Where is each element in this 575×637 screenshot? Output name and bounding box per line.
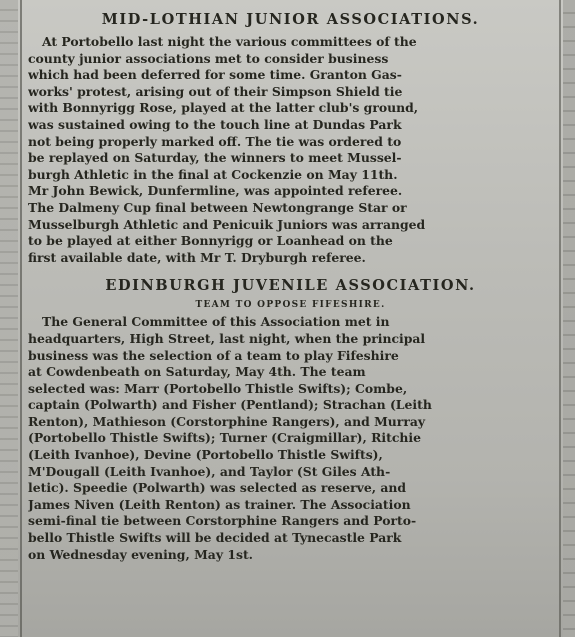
text-line: first available date, with Mr T. Dryburgh referee. (28, 249, 366, 265)
text-line: The General Committee of this Association met in (42, 314, 390, 330)
text-line: to be played at either Bonnyrigg or Loanhead on the (28, 233, 393, 249)
article-body-midlothian (28, 34, 553, 266)
text-line: was sustained owing to the touch line at Dundas Park (28, 116, 402, 132)
text-line: letic). Speedie (Polwarth) was selected as reserve, and (28, 480, 407, 496)
text-line: bello Thistle Swifts will be decided at Tynecastle Park (28, 530, 402, 546)
text-line: (Leith Ivanhoe), Devine (Portobello Thistle Swifts), (28, 447, 383, 463)
text-line: with Bonnyrigg Rose, played at the latter club's ground, (28, 100, 419, 116)
text-line: The Dalmeny Cup final between Newtongrange Star or (28, 199, 407, 215)
text-line: Renton), Mathieson (Corstorphine Rangers), and Murray (28, 413, 426, 429)
text-line: works' protest, arising out of their Simpson Shield tie (28, 83, 403, 99)
article-body-edinburgh (28, 314, 553, 563)
text-line: semi-final tie between Corstorphine Rangers and Porto- (28, 513, 417, 529)
article-column (28, 6, 553, 563)
text-line: (Portobello Thistle Swifts); Turner (Craigmillar), Ritchie (28, 430, 421, 446)
article-heading-edinburgh: EDINBURGH JUVENILE ASSOCIATION. (105, 277, 476, 295)
text-line: captain (Polwarth) and Fisher (Pentland); Strachan (Leith (28, 397, 432, 413)
text-line: on Wednesday evening, May 1st. (28, 546, 253, 562)
article-subheading-edinburgh: TEAM TO OPPOSE FIFESHIRE. (195, 300, 386, 311)
text-line: Musselburgh Athletic and Penicuik Juniors was arranged (28, 216, 426, 232)
column-rule-left (20, 0, 22, 637)
adjacent-column-left-edge (0, 0, 18, 637)
text-line: M'Dougall (Leith Ivanhoe), and Taylor (St Giles Ath- (28, 463, 391, 479)
text-line: selected was: Marr (Portobello Thistle Swifts); Combe, (28, 380, 408, 396)
text-line: business was the selection of a team to play Fifeshire (28, 347, 399, 363)
text-line: burgh Athletic in the final at Cockenzie on May 11th. (28, 166, 398, 182)
text-line: county junior associations met to consider business (28, 50, 389, 66)
adjacent-column-right-edge (563, 0, 575, 637)
text-line: at Cowdenbeath on Saturday, May 4th. The team (28, 364, 366, 380)
text-line: which had been deferred for some time. Granton Gas- (28, 67, 402, 83)
text-line: headquarters, High Street, last night, when the principal (28, 330, 426, 346)
article-heading-midlothian: MID-LOTHIAN JUNIOR ASSOCIATIONS. (101, 11, 480, 28)
text-line: Mr John Bewick, Dunfermline, was appointed referee. (28, 183, 403, 199)
text-line: be replayed on Saturday, the winners to meet Mussel- (28, 150, 402, 166)
text-line: At Portobello last night the various committees of the (42, 34, 417, 49)
column-rule-right (559, 0, 561, 637)
text-line: not being properly marked off. The tie was ordered to (28, 133, 402, 149)
text-line: James Niven (Leith Renton) as trainer. The Association (28, 496, 411, 512)
